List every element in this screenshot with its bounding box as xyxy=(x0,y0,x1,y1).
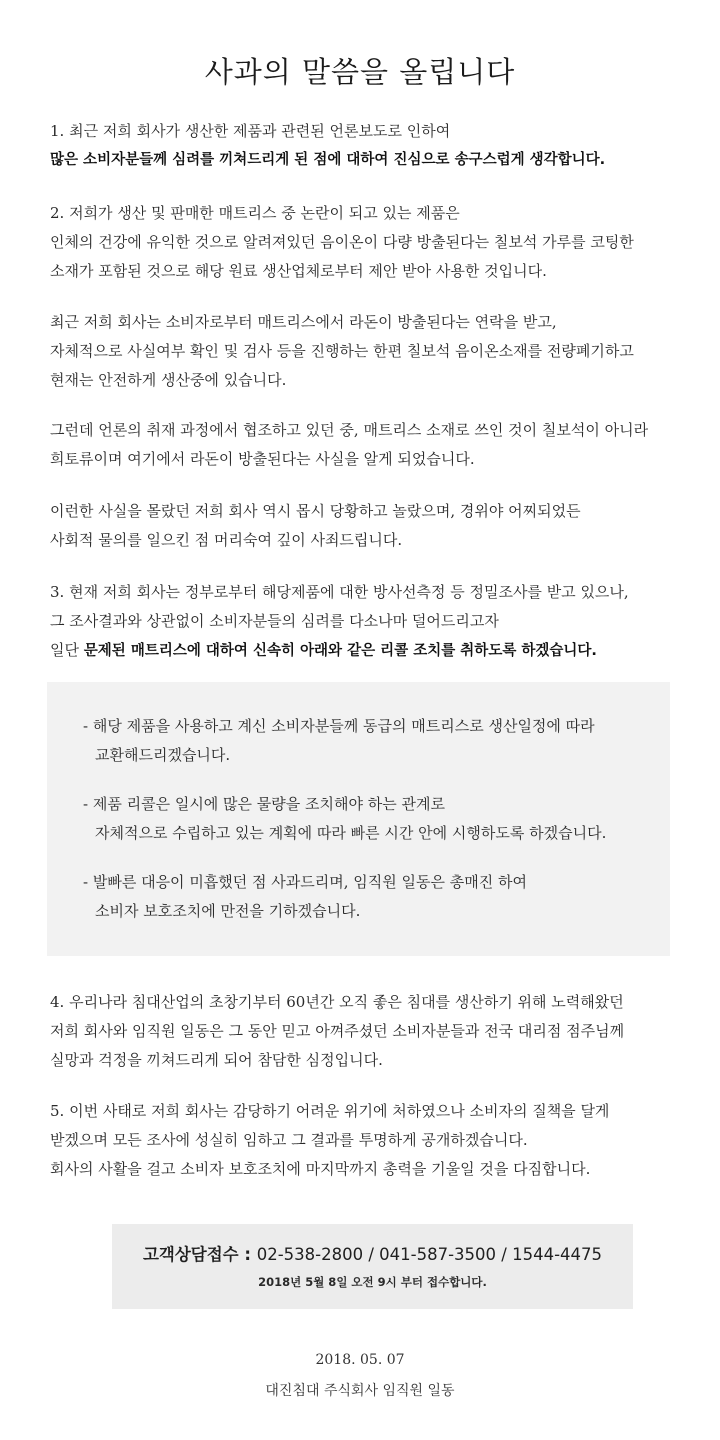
recall-item-line: 소비자 보호조치에 만전을 기하겠습니다. xyxy=(95,902,361,920)
paragraph-line xyxy=(50,636,680,666)
paragraph-line: 저희 회사와 임직원 일동은 그 동안 믿고 아껴주셨던 소비자분들과 전국 대리점 점주님께 xyxy=(50,1022,625,1040)
paragraph-1 xyxy=(50,117,680,175)
statement-signature: 대진침대 주식회사 임직원 일동 xyxy=(265,1383,455,1399)
paragraph-line: 회사의 사활을 걸고 소비자 보호조치에 마지막까지 총력을 기울일 것을 다짐합니다. xyxy=(50,1160,591,1178)
recall-item-1 xyxy=(83,712,643,770)
paragraph-8 xyxy=(50,1097,680,1184)
recall-item-line: - 제품 리콜은 일시에 많은 물량을 조치해야 하는 관계로 xyxy=(83,795,445,813)
paragraph-line: 인체의 건강에 유익한 것으로 알려져있던 음이온이 다량 방출된다는 칠보석 가루를 코팅한 xyxy=(50,233,634,251)
contact-phone-numbers[interactable]: 02-538-2800 / 041-587-3500 / 1544-4475 xyxy=(256,1245,603,1264)
paragraph-line: 현재는 안전하게 생산중에 있습니다. xyxy=(50,371,287,389)
paragraph-line: 사회적 물의를 일으킨 점 머리숙여 깊이 사죄드립니다. xyxy=(50,531,403,549)
page-title: 사과의 말씀을 올립니다 xyxy=(204,55,516,89)
paragraph-line: 받겠으며 모든 조사에 성실히 임하고 그 결과를 투명하게 공개하겠습니다. xyxy=(50,1131,528,1149)
paragraph-line: 실망과 걱정을 끼쳐드리게 되어 참담한 심정입니다. xyxy=(50,1051,383,1069)
paragraph-line: 그 조사결과와 상관없이 소비자분들의 심려를 다소나마 덜어드리고자 xyxy=(50,612,499,630)
paragraph-line: 희토류이며 여기에서 라돈이 방출된다는 사실을 알게 되었습니다. xyxy=(50,450,475,468)
paragraph-line-emphasis: 많은 소비자분들께 심려를 끼쳐드리게 된 점에 대하여 진심으로 송구스럽게 생각합니다. xyxy=(50,152,606,168)
paragraph-4 xyxy=(50,416,680,474)
paragraph-line: 3. 현재 저희 회사는 정부로부터 해당제품에 대한 방사선측정 등 정밀조사를 받고 있으나, xyxy=(50,583,629,601)
recall-item-line: - 발빠른 대응이 미흡했던 점 사과드리며, 임직원 일동은 총매진 하여 xyxy=(83,873,527,891)
paragraph-line: 5. 이번 사태로 저희 회사는 감당하기 어려운 위기에 처하였으나 소비자의 질책을 달게 xyxy=(50,1102,610,1120)
contact-label: 고객상담접수 : xyxy=(142,1245,257,1264)
paragraph-2 xyxy=(50,199,680,286)
recall-item-line: 자체적으로 수립하고 있는 계획에 따라 빠른 시간 안에 시행하도록 하겠습니다. xyxy=(95,824,607,842)
paragraph-line: 최근 저희 회사는 소비자로부터 매트리스에서 라돈이 방출된다는 연락을 받고, xyxy=(50,313,557,331)
recall-notice-box xyxy=(47,682,670,956)
paragraph-line: 그런데 언론의 취재 과정에서 협조하고 있던 중, 매트리스 소재로 쓰인 것이 칠보석이 아니라 xyxy=(50,421,649,439)
paragraph-line: 4. 우리나라 침대산업의 초창기부터 60년간 오직 좋은 침대를 생산하기 위해 노력해왔던 xyxy=(50,993,624,1011)
paragraph-line: 자체적으로 사실여부 확인 및 검사 등을 진행하는 한편 칠보석 음이온소재를 전량폐기하고 xyxy=(50,342,634,360)
contact-note: 2018년 5월 8일 오전 9시 부터 접수합니다. xyxy=(258,1275,487,1289)
recall-item-line: 교환해드리겠습니다. xyxy=(95,746,231,764)
recall-item-2 xyxy=(83,790,643,848)
paragraph-line: 1. 최근 저희 회사가 생산한 제품과 관련된 언론보도로 인하여 xyxy=(50,122,451,140)
paragraph-line: 소재가 포함된 것으로 해당 원료 생산업체로부터 제안 받아 사용한 것입니다. xyxy=(50,262,547,280)
recall-item-line: - 해당 제품을 사용하고 계신 소비자분들께 동급의 매트리스로 생산일정에 따라 xyxy=(83,717,595,735)
paragraph-line-prefix: 일단 xyxy=(50,641,84,659)
contact-line xyxy=(112,1241,633,1265)
paragraph-3 xyxy=(50,308,680,395)
paragraph-5 xyxy=(50,497,680,555)
paragraph-6 xyxy=(50,578,680,666)
customer-contact-box xyxy=(112,1224,633,1309)
statement-date: 2018. 05. 07 xyxy=(315,1352,405,1368)
paragraph-line-emphasis: 문제된 매트리스에 대하여 신속히 아래와 같은 리콜 조치를 취하도록 하겠습니다. xyxy=(83,643,597,659)
paragraph-line: 2. 저희가 생산 및 판매한 매트리스 중 논란이 되고 있는 제품은 xyxy=(50,204,460,222)
paragraph-7 xyxy=(50,988,680,1075)
recall-item-3 xyxy=(83,868,643,926)
paragraph-line: 이런한 사실을 몰랐던 저희 회사 역시 몹시 당황하고 놀랐으며, 경위야 어찌되었든 xyxy=(50,502,581,520)
